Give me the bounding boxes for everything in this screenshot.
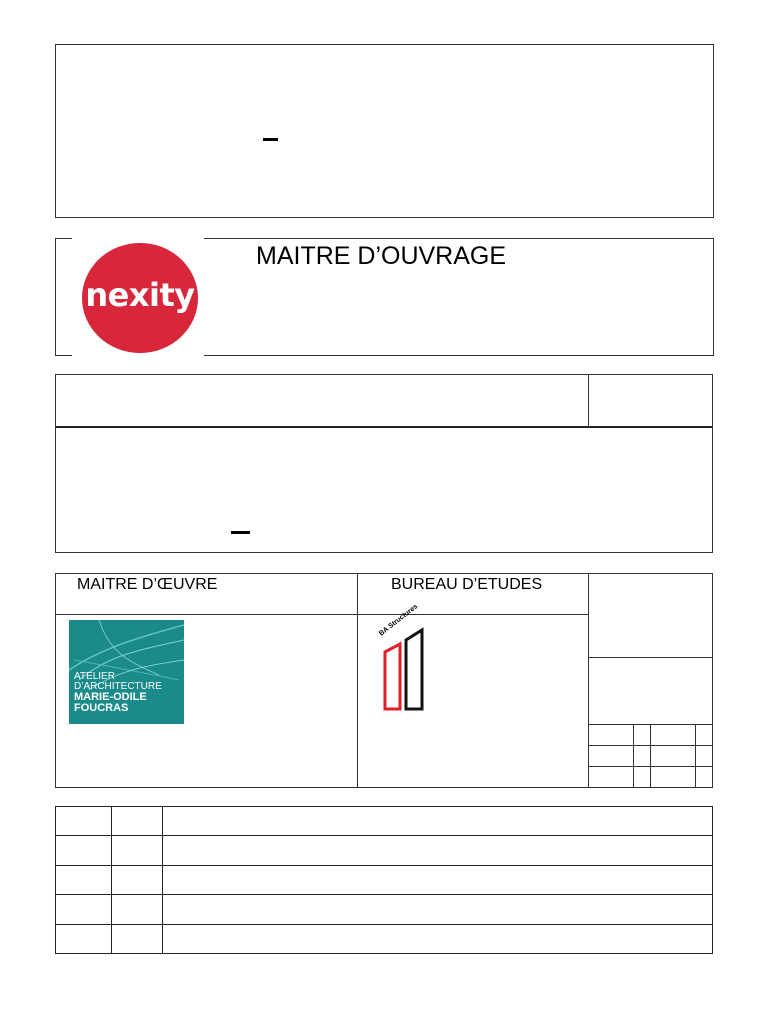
small-grid-cell xyxy=(696,767,713,788)
small-grid-cell xyxy=(634,725,651,746)
revision-cell-index xyxy=(56,865,112,894)
revision-cell-description xyxy=(163,836,713,865)
revision-cell-index xyxy=(56,836,112,865)
small-grid-cell xyxy=(589,746,634,767)
team-divider-1 xyxy=(357,573,358,788)
title-dash xyxy=(231,531,250,534)
engineer-heading: BUREAU D’ETUDES xyxy=(391,576,543,593)
architect-logo-line-3: MARIE-ODILE xyxy=(74,691,147,703)
nexity-logo xyxy=(72,238,204,358)
team-header-line xyxy=(55,614,589,615)
engineer-logo-red-bar xyxy=(385,644,400,709)
project-box xyxy=(55,44,714,218)
architect-heading: MAITRE D’ŒUVRE xyxy=(77,576,218,593)
engineer-logo xyxy=(378,603,430,714)
small-grid-row xyxy=(589,725,713,746)
nexity-logo-text: nexity xyxy=(85,276,195,314)
small-grid-cell xyxy=(589,767,634,788)
small-grid-cell xyxy=(634,746,651,767)
revision-cell-date xyxy=(112,865,163,894)
revision-cell-description xyxy=(163,924,713,953)
small-grid-cell xyxy=(651,767,696,788)
revision-cell-description xyxy=(163,807,713,836)
small-grid-cell xyxy=(696,746,713,767)
small-grid-row xyxy=(589,767,713,788)
small-grid-cell xyxy=(651,746,696,767)
revision-cell-date xyxy=(112,836,163,865)
client-heading: MAITRE D’OUVRAGE xyxy=(256,242,507,270)
team-right-line xyxy=(588,657,713,658)
project-dash xyxy=(263,138,278,141)
small-grid-cell xyxy=(696,725,713,746)
architect-logo-line-1: ATELIER xyxy=(74,671,115,682)
revision-cell-description xyxy=(163,865,713,894)
revision-row xyxy=(56,895,713,924)
revision-row xyxy=(56,807,713,836)
small-grid-cell xyxy=(634,767,651,788)
revision-cell-index xyxy=(56,895,112,924)
architect-logo-line-4: FOUCRAS xyxy=(74,702,129,714)
revision-row xyxy=(56,836,713,865)
revision-row xyxy=(56,924,713,953)
revision-row xyxy=(56,865,713,894)
revision-cell-date xyxy=(112,924,163,953)
team-small-grid xyxy=(588,724,713,788)
revision-cell-index xyxy=(56,924,112,953)
title-divider-h xyxy=(55,426,713,428)
engineer-logo-black-bar xyxy=(406,630,422,709)
architect-logo-line-2: D’ARCHITECTURE xyxy=(74,681,162,692)
architect-logo-stroke-1 xyxy=(69,625,184,670)
small-grid-cell xyxy=(589,725,634,746)
architect-logo xyxy=(69,620,184,724)
title-divider-v xyxy=(588,374,589,427)
revision-cell-date xyxy=(112,895,163,924)
revision-cell-index xyxy=(56,807,112,836)
small-grid-row xyxy=(589,746,713,767)
revision-cell-date xyxy=(112,807,163,836)
revision-cell-description xyxy=(163,895,713,924)
engineer-logo-text: BA Structures xyxy=(378,603,420,638)
revision-table xyxy=(55,806,713,954)
small-grid-cell xyxy=(651,725,696,746)
title-box xyxy=(55,374,713,553)
